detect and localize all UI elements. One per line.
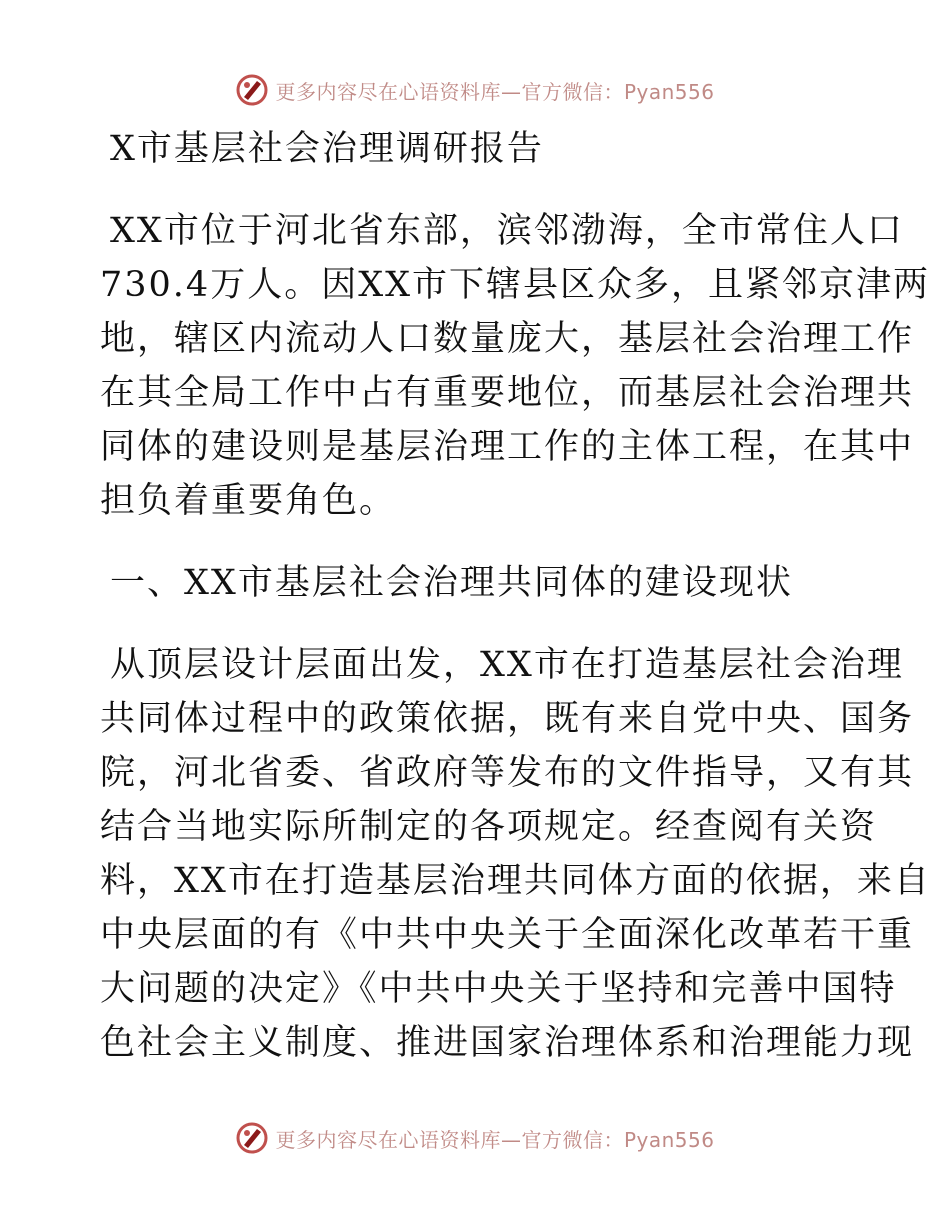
logo-icon [235,73,269,107]
paragraph-line: 地，辖区内流动人口数量庞大，基层社会治理工作 [100,319,915,359]
logo-icon [235,1121,269,1155]
paragraph-line: 同体的建设则是基层治理工作的主体工程，在其中 [100,427,915,467]
paragraph-line: 大问题的决定》《中共中央关于坚持和完善中国特 [100,969,897,1009]
paragraph-status [100,638,931,1070]
paragraph-line: 担负着重要角色。 [100,481,397,521]
paragraph-line: 料，XX市在打造基层治理共同体方面的依据，来自 [100,861,931,901]
watermark-text: 更多内容尽在心语资料库—官方微信：Pyan556 [275,1127,715,1152]
paragraph-line: 中央层面的有《中共中央关于全面深化改革若干重 [100,915,915,955]
watermark-text: 更多内容尽在心语资料库—官方微信：Pyan556 [275,79,715,104]
paragraph-line: 在其全局工作中占有重要地位，而基层社会治理共 [100,373,915,413]
paragraph-line: 院，河北省委、省政府等发布的文件指导，又有其 [100,753,915,793]
paragraph-line: 色社会主义制度、推进国家治理体系和治理能力现 [100,1023,915,1063]
paragraph-line: 共同体过程中的政策依据，既有来自党中央、国务 [100,699,915,739]
paragraph-line: 从顶层设计层面出发，XX市在打造基层社会治理 [110,645,904,685]
watermark-banner-top [0,70,950,110]
watermark-banner-bottom [0,1118,950,1158]
paragraph-intro [100,204,931,528]
section-heading: 一、XX市基层社会治理共同体的建设现状 [110,563,793,603]
document-body [100,122,931,1070]
paragraph-line: 730.4万人。因XX市下辖县区众多，且紧邻京津两 [100,265,931,305]
paragraph-line: 结合当地实际所制定的各项规定。经查阅有关资 [100,807,878,847]
document-title: X市基层社会治理调研报告 [110,129,544,169]
paragraph-line: XX市位于河北省东部，滨邻渤海，全市常住人口 [110,211,904,251]
